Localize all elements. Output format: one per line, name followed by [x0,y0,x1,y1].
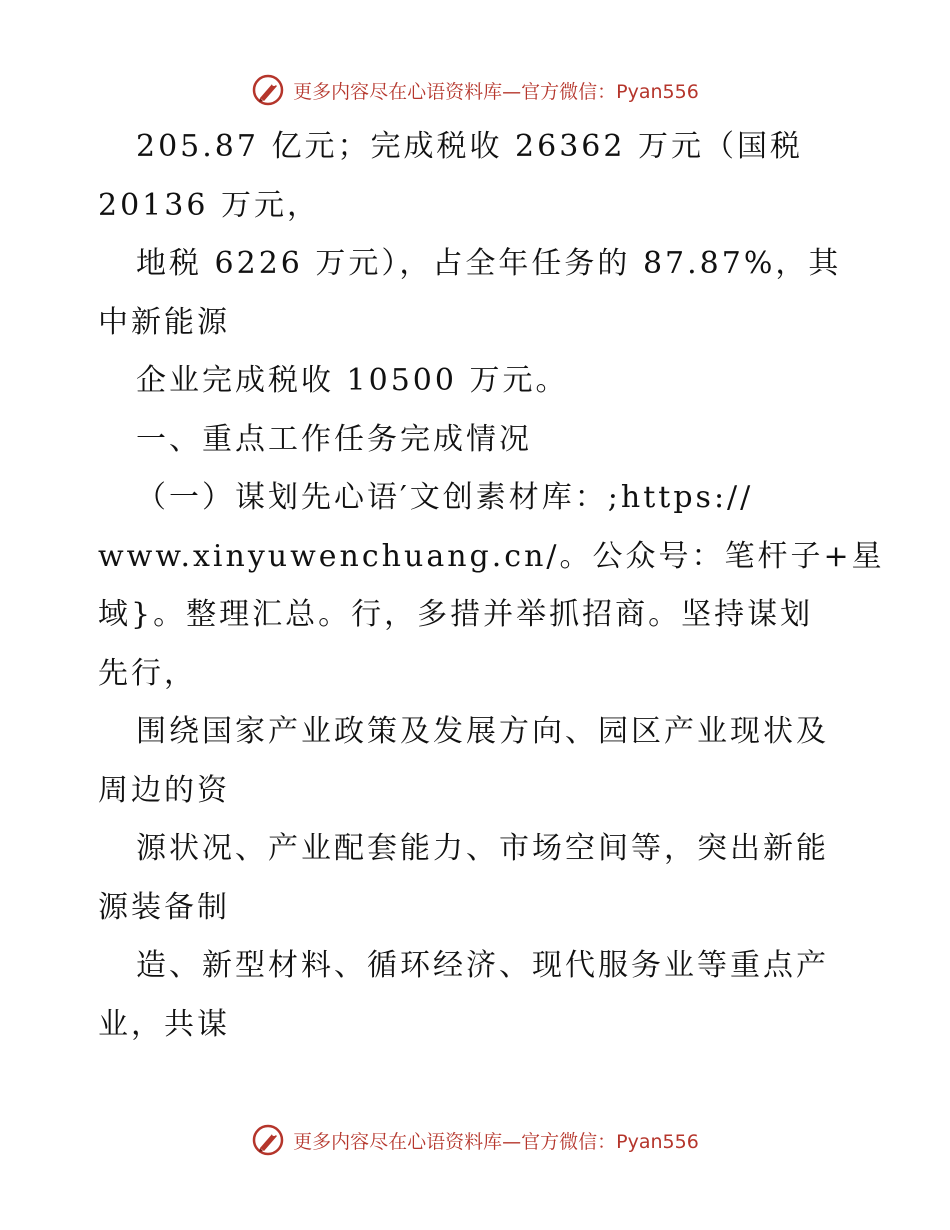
body-line: 业，共谋 [98,1006,230,1042]
section-heading: 一、重点工作任务完成情况 [136,421,532,457]
body-line: 源状况、产业配套能力、市场空间等，突出新能 [136,831,829,866]
body-line: 源装备制 [98,889,230,925]
body-line: 周边的资 [98,772,230,808]
body-line: 中新能源 [98,304,230,340]
body-line: 域}。整理汇总。行，多措并举抓招商。坚持谋划 [98,597,814,632]
header-banner-text: 更多内容尽在心语资料库—官方微信：Pyan556 [293,80,699,103]
footer-banner-text: 更多内容尽在心语资料库—官方微信：Pyan556 [293,1130,699,1153]
body-line: 造、新型材料、循环经济、现代服务业等重点产 [136,948,829,983]
body-line: 20136 万元， [98,187,320,223]
document-body [98,118,885,1054]
header-banner[interactable] [0,70,950,110]
pen-logo-icon [251,73,285,107]
body-line: www.xinyuwenchuang.cn/。公众号：笔杆子+星 [98,538,885,574]
body-line: 围绕国家产业政策及发展方向、园区产业现状及 [136,714,829,749]
body-line: 205.87 亿元；完成税收 26362 万元（国税 [136,129,804,164]
pen-logo-icon [251,1123,285,1157]
body-line: 地税 6226 万元），占全年任务的 87.87%，其 [136,246,842,281]
footer-banner[interactable] [0,1120,950,1160]
body-line: （一）谋划先心语′文创素材库：;https:// [136,480,754,515]
body-line: 先行， [98,655,197,691]
body-line: 企业完成税收 10500 万元。 [136,363,569,398]
